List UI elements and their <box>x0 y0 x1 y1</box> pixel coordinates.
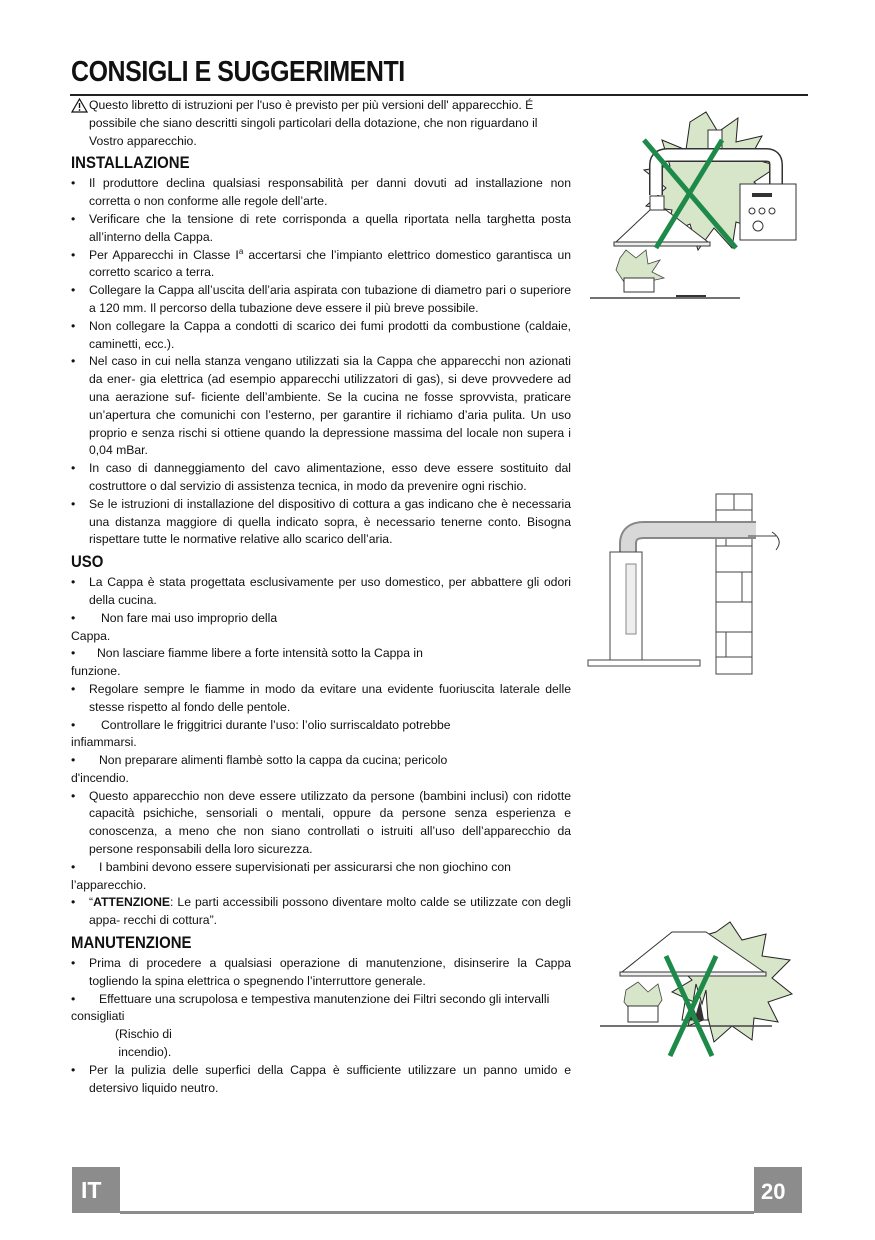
list-item: • Prima di procedere a qualsiasi operazione di manutenzione, disinserire la Cappa togliendo la spina elettrica o spegnendo l’interruttore generale. <box>71 955 571 991</box>
language-label: IT <box>81 1177 102 1203</box>
manutenzione-list <box>71 955 571 1026</box>
page-number-box <box>754 1167 802 1213</box>
list-item: • Non collegare la Cappa a condotti di scarico dei fumi prodotti da combustione (caldaie, caminetti, ecc.). <box>71 318 571 354</box>
list-item: • In caso di danneggiamento del cavo alimentazione, esso deve essere sostituito dal costruttore o dal servizio di assistenza tecnica, in modo da prevenire ogni rischio. <box>71 460 571 496</box>
hood-boiler-flue-illustration <box>586 110 806 305</box>
list-item: • Il produttore declina qualsiasi responsabilità per danni dovuti ad installazione non corretta o non conforme alle regole dell’arte. <box>71 175 571 211</box>
list-item: • Collegare la Cappa all’uscita dell’aria aspirata con tubazione di diametro pari o superiore a 120 mm. Il percorso della tubazione deve essere il più breve possibile. <box>71 282 571 318</box>
list-item: • Se le istruzioni di installazione del dispositivo di cottura a gas indicano che è necessaria una distanza maggiore di quella indicato sopra, è necessario tenerne conto. Bisogna rispettare tutte le normative relative allo scarico dell’aria. <box>71 496 571 549</box>
list-item: • Non lasciare fiamme libere a forte intensità sotto la Cappa in funzione. <box>71 646 423 679</box>
list-item: • Non preparare alimenti flambè sotto la cappa da cucina; pericolo d'incendio. <box>71 753 448 785</box>
section-heading-uso: USO <box>71 552 104 572</box>
language-tab <box>72 1167 120 1213</box>
list-item: • Per la pulizia delle superfici della Cappa è sufficiente utilizzare un panno umido e detersivo liquido neutro. <box>71 1062 571 1098</box>
section-heading-installazione: INSTALLAZIONE <box>71 153 190 173</box>
list-item: • Nel caso in cui nella stanza vengano utilizzati sia la Cappa che apparecchi non azionati da ener- gia elettrica (ad esempio apparecchi utilizzatori di gas), si deve provvedere ad una aerazione suf- ficiente dell’ambiente. Se la cucina ne fosse sprovvista, praticare un’apertura che comunichi con l’esterno, per garantire il richiamo d’aria pulita. Un uso proprio e senza rischi si ottiene quando la depressione massima del locale non supera i 0,04 mBar. <box>71 353 571 460</box>
manutenzione-list-2 <box>71 1062 571 1098</box>
list-item: • I bambini devono essere supervisionati per assicurarsi che non giochino con l’apparecchio. <box>71 859 511 892</box>
page-number: 20 <box>761 1179 786 1204</box>
list-item: • Verificare che la tensione di rete corrisponda a quella riportata nella targhetta posta all’interno della Cappa. <box>71 211 571 247</box>
warning-icon <box>71 98 88 113</box>
uso-list <box>71 574 571 930</box>
intro-note <box>71 97 571 150</box>
installazione-list <box>71 175 571 549</box>
list-item: • Per Apparecchi in Classe $I^a$ accertarsi che l’impianto elettrico domestico garantisca un corretto scarico a terra. <box>71 247 571 283</box>
footer-rule <box>120 1211 754 1214</box>
title-divider <box>70 94 808 96</box>
hood-wall-duct-illustration <box>586 492 806 682</box>
list-item: • Controllare le friggitrici durante l’uso: l’olio surriscaldato potrebbe infiammarsi. <box>71 717 451 750</box>
flambe-under-hood-illustration <box>596 920 806 1060</box>
intro-text: Questo libretto di istruzioni per l'uso è previsto per più versioni dell' apparecchio. É possibile che siano descritti singoli particolari della dotazione, che non riguardano il Vostro apparecchio. <box>89 98 538 148</box>
page-title: CONSIGLI E SUGGERIMENTI <box>71 56 405 88</box>
main-text-column <box>71 97 571 1097</box>
section-heading-manutenzione: MANUTENZIONE <box>71 933 192 953</box>
list-item: • Non fare mai uso improprio della Cappa. <box>71 610 278 643</box>
list-item: • La Cappa è stata progettata esclusivamente per uso domestico, per abbattere gli odori della cucina. <box>71 574 571 610</box>
list-item-attenzione: • “ATTENZIONE: Le parti accessibili possono diventare molto calde se utilizzate con degli appa- recchi di cottura”. <box>71 894 571 930</box>
rischio-note: (Rischio di incendio). <box>115 1027 172 1060</box>
list-item: • Effettuare una scrupolosa e tempestiva manutenzione dei Filtri secondo gli intervalli consigliati <box>71 991 550 1024</box>
list-item: • Questo apparecchio non deve essere utilizzato da persone (bambini inclusi) con ridotte capacità psichiche, sensoriali o mentali, oppure da persone senza esperienza e conoscenza, a meno che non siano controllati o istruiti all’uso dell’apparecchio da persone responsabili della loro sicurezza. <box>71 788 571 859</box>
list-item: • Regolare sempre le fiamme in modo da evitare una evidente fuoriuscita laterale delle stesse rispetto al fondo delle pentole. <box>71 681 571 717</box>
